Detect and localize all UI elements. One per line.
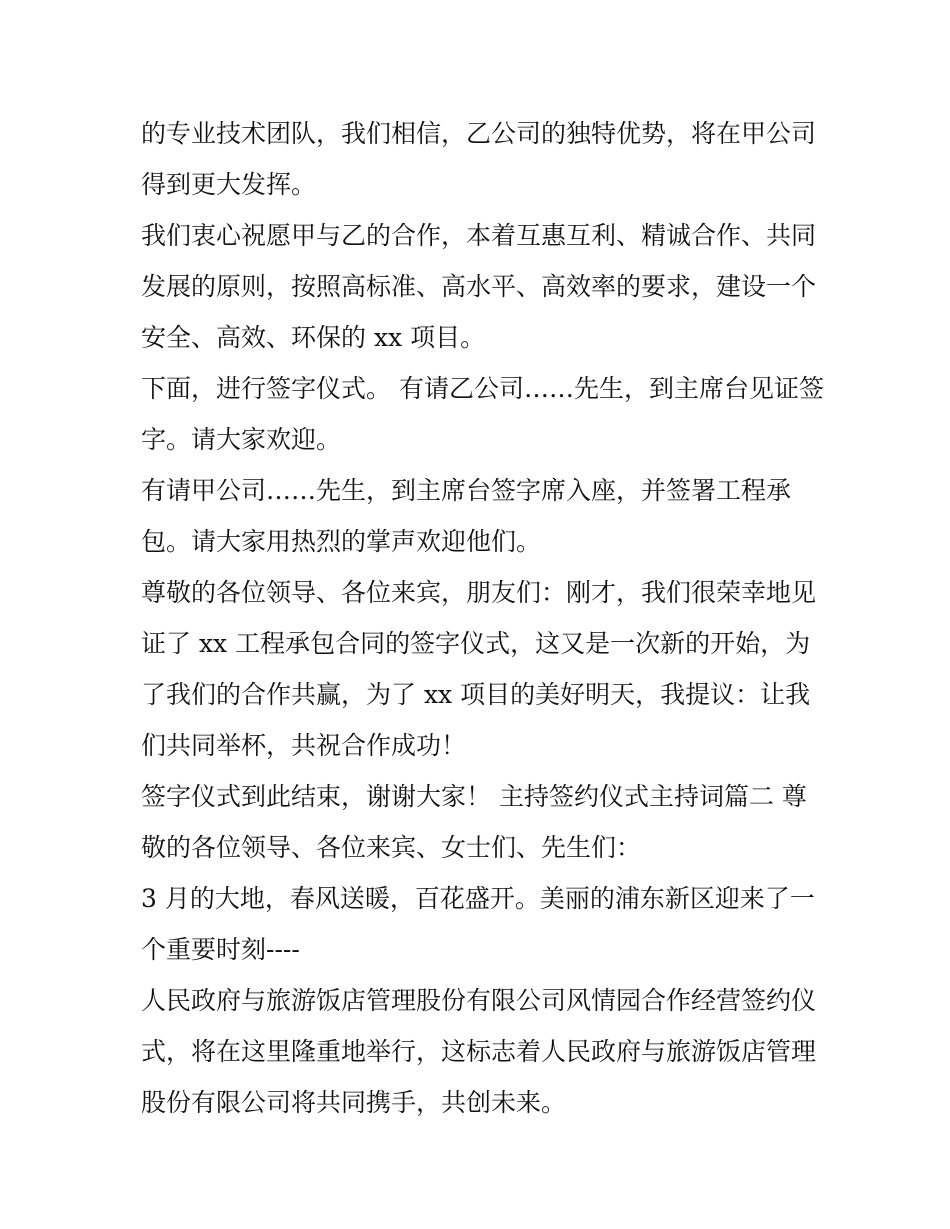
text-line: 3 月的大地，春风送暖，百花盛开。美丽的浦东新区迎来了一 bbox=[141, 884, 815, 913]
text-line: 的专业技术团队，我们相信，乙公司的独特优势，将在甲公司 bbox=[141, 119, 817, 148]
text-line: 字。请大家欢迎。 bbox=[141, 425, 342, 454]
text-line: 尊敬的各位领导、各位来宾，朋友们：刚才，我们很荣幸地见 bbox=[141, 578, 817, 607]
text-line: 签字仪式到此结束，谢谢大家！ 主持签约仪式主持词篇二 尊 bbox=[141, 782, 807, 811]
text-line: 股份有限公司将共同携手，共创未来。 bbox=[141, 1088, 567, 1117]
text-line: 得到更大发挥。 bbox=[141, 170, 317, 199]
text-line: 个重要时刻---- bbox=[141, 935, 300, 964]
text-line: 敬的各位领导、各位来宾、女士们、先生们： bbox=[141, 833, 642, 862]
text-line: 我们衷心祝愿甲与乙的合作，本着互惠互利、精诚合作、共同 bbox=[141, 221, 817, 250]
text-line: 有请甲公司……先生，到主席台签字席入座，并签署工程承 bbox=[141, 476, 792, 505]
text-line: 们共同举杯，共祝合作成功！ bbox=[141, 731, 467, 760]
text-line: 下面，进行签字仪式。 有请乙公司……先生，到主席台见证签 bbox=[141, 374, 824, 403]
text-line: 证了 xx 工程承包合同的签字仪式，这又是一次新的开始，为 bbox=[141, 629, 811, 658]
text-line: 安全、高效、环保的 xx 项目。 bbox=[141, 323, 486, 352]
text-line: 了我们的合作共赢，为了 xx 项目的美好明天，我提议：让我 bbox=[141, 680, 811, 709]
text-line: 式，将在这里隆重地举行，这标志着人民政府与旅游饭店管理 bbox=[141, 1037, 817, 1066]
text-line: 包。请大家用热烈的掌声欢迎他们。 bbox=[141, 527, 542, 556]
text-line: 发展的原则，按照高标准、高水平、高效率的要求，建设一个 bbox=[141, 272, 817, 301]
text-line: 人民政府与旅游饭店管理股份有限公司风情园合作经营签约仪 bbox=[141, 986, 817, 1015]
document-body bbox=[141, 108, 824, 1128]
